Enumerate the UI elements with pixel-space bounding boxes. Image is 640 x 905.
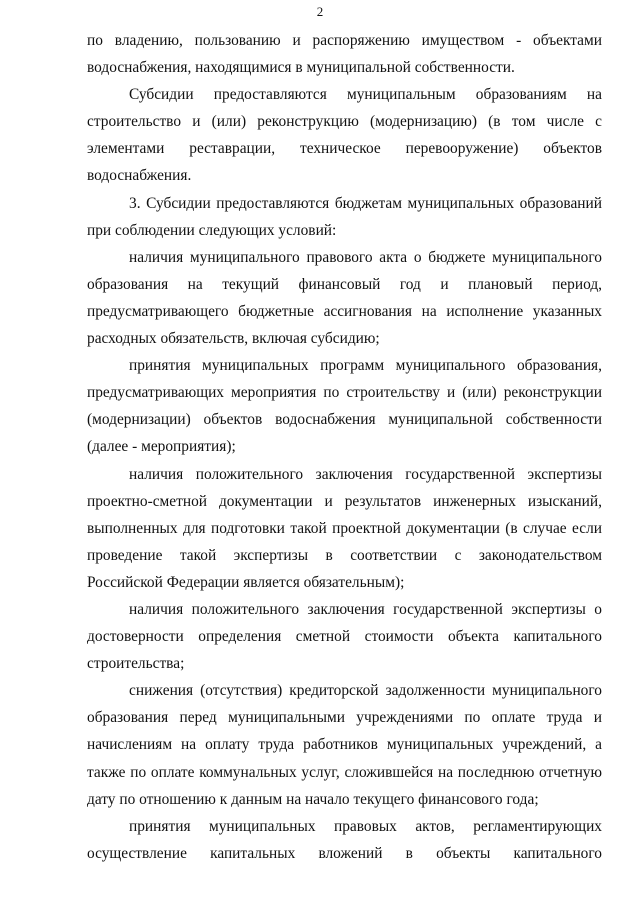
text-line: наличия положительного заключения государственной экспертизы о — [129, 600, 602, 618]
paragraph — [87, 596, 602, 677]
text-line: принятия муниципальных программ муниципального образования, — [129, 357, 602, 375]
paragraph — [87, 27, 602, 81]
text-line: при соблюдении следующих условий: — [87, 221, 337, 239]
text-line: осуществление капитальных вложений в объекты капитального — [87, 844, 602, 862]
text-line: наличия муниципального правового акта о бюджете муниципального — [129, 248, 602, 266]
text-line: предусматривающих мероприятия по строительству и (или) реконструкции — [87, 384, 602, 402]
text-line: расходных обязательств, включая субсидию; — [87, 330, 380, 348]
paragraph — [87, 677, 602, 812]
paragraph — [87, 461, 602, 596]
text-line: начислениям на оплату труда работников муниципальных учреждений, а — [87, 736, 602, 754]
paragraph — [87, 244, 602, 352]
text-line: 3. Субсидии предоставляются бюджетам муниципальных образований — [129, 194, 602, 212]
text-line: достоверности определения сметной стоимости объекта капитального — [87, 628, 602, 646]
text-line: (модернизации) объектов водоснабжения муниципальной собственности — [87, 411, 602, 429]
text-line: (далее - мероприятия); — [87, 438, 236, 456]
page-number: 2 — [316, 4, 324, 19]
paragraph — [87, 81, 602, 189]
paragraph — [87, 190, 602, 244]
text-line: наличия положительного заключения государственной экспертизы — [129, 465, 602, 483]
text-line: водоснабжения, находящимися в муниципальной собственности. — [87, 59, 515, 77]
text-line: строительства; — [87, 655, 185, 673]
paragraph — [87, 352, 602, 460]
document-body — [87, 27, 602, 867]
text-line: строительство и (или) реконструкцию (модернизацию) (в том числе с — [87, 113, 602, 131]
text-line: снижения (отсутствия) кредиторской задолженности муниципального — [129, 682, 602, 700]
text-line: Российской Федерации является обязательным); — [87, 573, 405, 591]
text-line: образования перед муниципальными учреждениями по оплате труда и — [87, 709, 602, 727]
text-line: по владению, пользованию и распоряжению имуществом - объектами — [87, 32, 602, 49]
text-line: проектно-сметной документации и результатов инженерных изысканий, — [87, 492, 602, 510]
text-line: проведение такой экспертизы в соответствии с законодательством — [87, 546, 602, 564]
paragraph — [87, 813, 602, 867]
text-line: элементами реставрации, техническое перевооружение) объектов — [87, 140, 602, 158]
text-line: также по оплате коммунальных услуг, сложившейся на последнюю отчетную — [87, 763, 602, 781]
text-line: предусматривающего бюджетные ассигнования на исполнение указанных — [87, 302, 602, 320]
text-line: образования на текущий финансовый год и плановый период, — [87, 275, 602, 293]
text-line: выполненных для подготовки такой проектной документации (в случае если — [87, 519, 602, 537]
text-line: Субсидии предоставляются муниципальным образованиям на — [129, 86, 602, 104]
text-line: водоснабжения. — [87, 167, 192, 185]
text-line: дату по отношению к данным на начало текущего финансового года; — [87, 790, 539, 808]
text-line: принятия муниципальных правовых актов, регламентирующих — [129, 817, 602, 835]
